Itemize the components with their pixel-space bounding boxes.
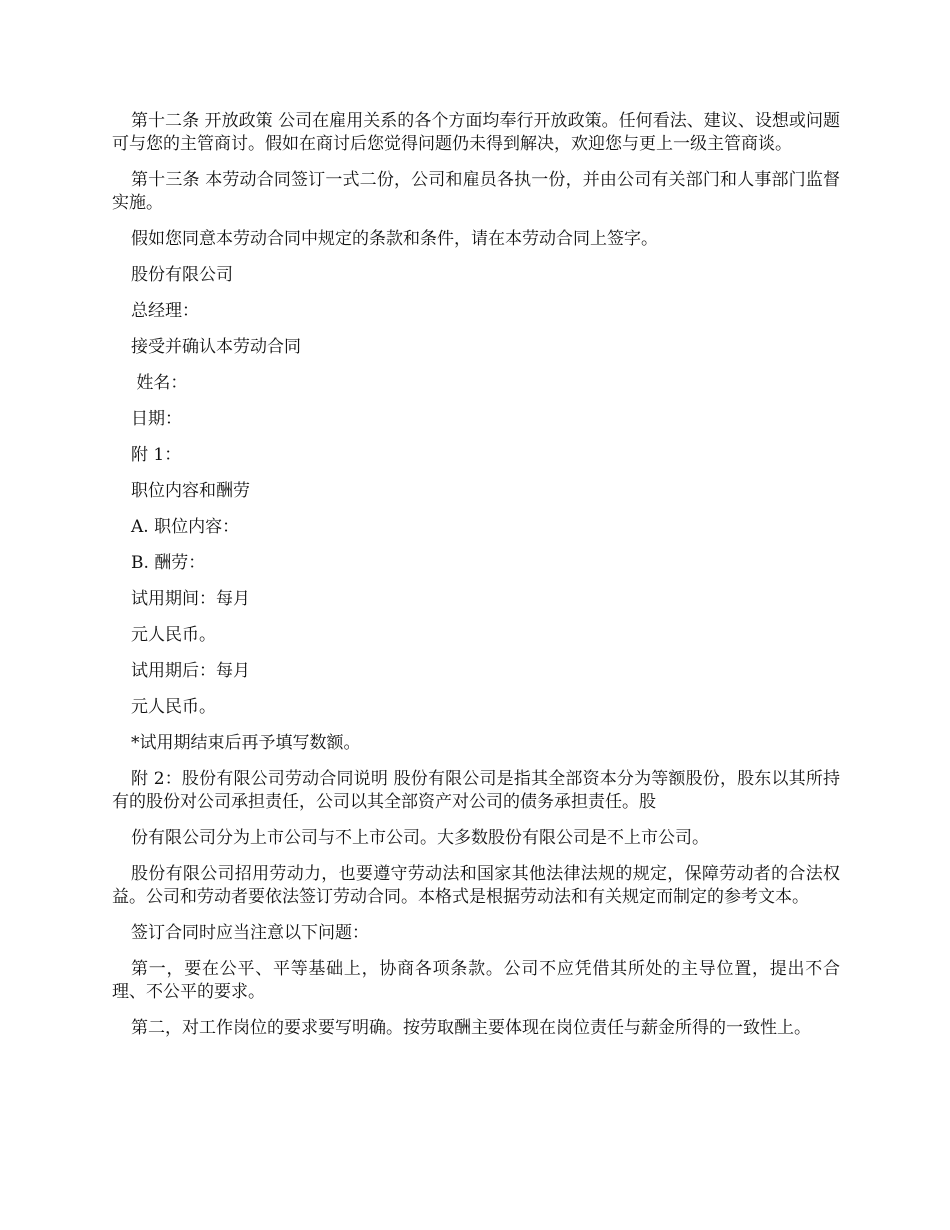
document-page [112, 110, 840, 1053]
general-manager-line: 总经理： [131, 301, 199, 321]
article-12-open-policy: 第十二条 开放政策 公司在雇用关系的各个方面均奉行开放政策。任何看法、建议、设想或问题可与您的主管商讨。假如在商讨后您觉得问题仍未得到解决，欢迎您与更上一级主管商谈。 [112, 111, 840, 154]
note-first: 第一，要在公平、平等基础上，协商各项条款。公司不应凭借其所处的主导位置，提出不合理、不公平的要求。 [112, 959, 840, 1002]
article-13-copies: 第十三条 本劳动合同签订一式二份，公司和雇员各执一份，并由公司有关部门和人事部门监督实施。 [112, 170, 840, 213]
post-probation-monthly-line: 试用期后：每月 [131, 661, 250, 681]
position-and-pay-heading: 职位内容和酬劳 [131, 481, 250, 501]
probation-rmb-line: 元人民币。 [131, 625, 216, 645]
labor-law-paragraph: 股份有限公司招用劳动力，也要遵守劳动法和国家其他法律法规的规定，保障劳动者的合法权益。公司和劳动者要依法签订劳动合同。本格式是根据劳动法和有关规定而制定的参考文本。 [112, 864, 840, 907]
accept-confirm-line: 接受并确认本劳动合同 [131, 337, 301, 357]
signing-notes-heading: 签订合同时应当注意以下问题： [131, 923, 369, 943]
appendix-2-explanation: 附 2：股份有限公司劳动合同说明 股份有限公司是指其全部资本分为等额股份，股东以其所持有的股份对公司承担责任，公司以其全部资产对公司的债务承担责任。股 [112, 769, 840, 812]
listed-unlisted-paragraph: 份有限公司分为上市公司与不上市公司。大多数股份有限公司是不上市公司。 [131, 828, 709, 848]
amount-footnote: *试用期结束后再予填写数额。 [131, 733, 361, 753]
signature-instruction: 假如您同意本劳动合同中规定的条款和条件，请在本劳动合同上签字。 [131, 229, 658, 249]
appendix-1-heading: 附 1： [131, 445, 182, 465]
pay-line: B. 酬劳： [131, 553, 206, 573]
probation-monthly-line: 试用期间：每月 [131, 589, 250, 609]
company-name-line: 股份有限公司 [131, 265, 233, 285]
date-line: 日期： [131, 409, 182, 429]
post-probation-rmb-line: 元人民币。 [131, 697, 216, 717]
name-line: 姓名： [131, 373, 188, 393]
note-second: 第二，对工作岗位的要求要写明确。按劳取酬主要体现在岗位责任与薪金所得的一致性上。 [131, 1018, 811, 1038]
position-content-line: A. 职位内容： [131, 517, 240, 537]
